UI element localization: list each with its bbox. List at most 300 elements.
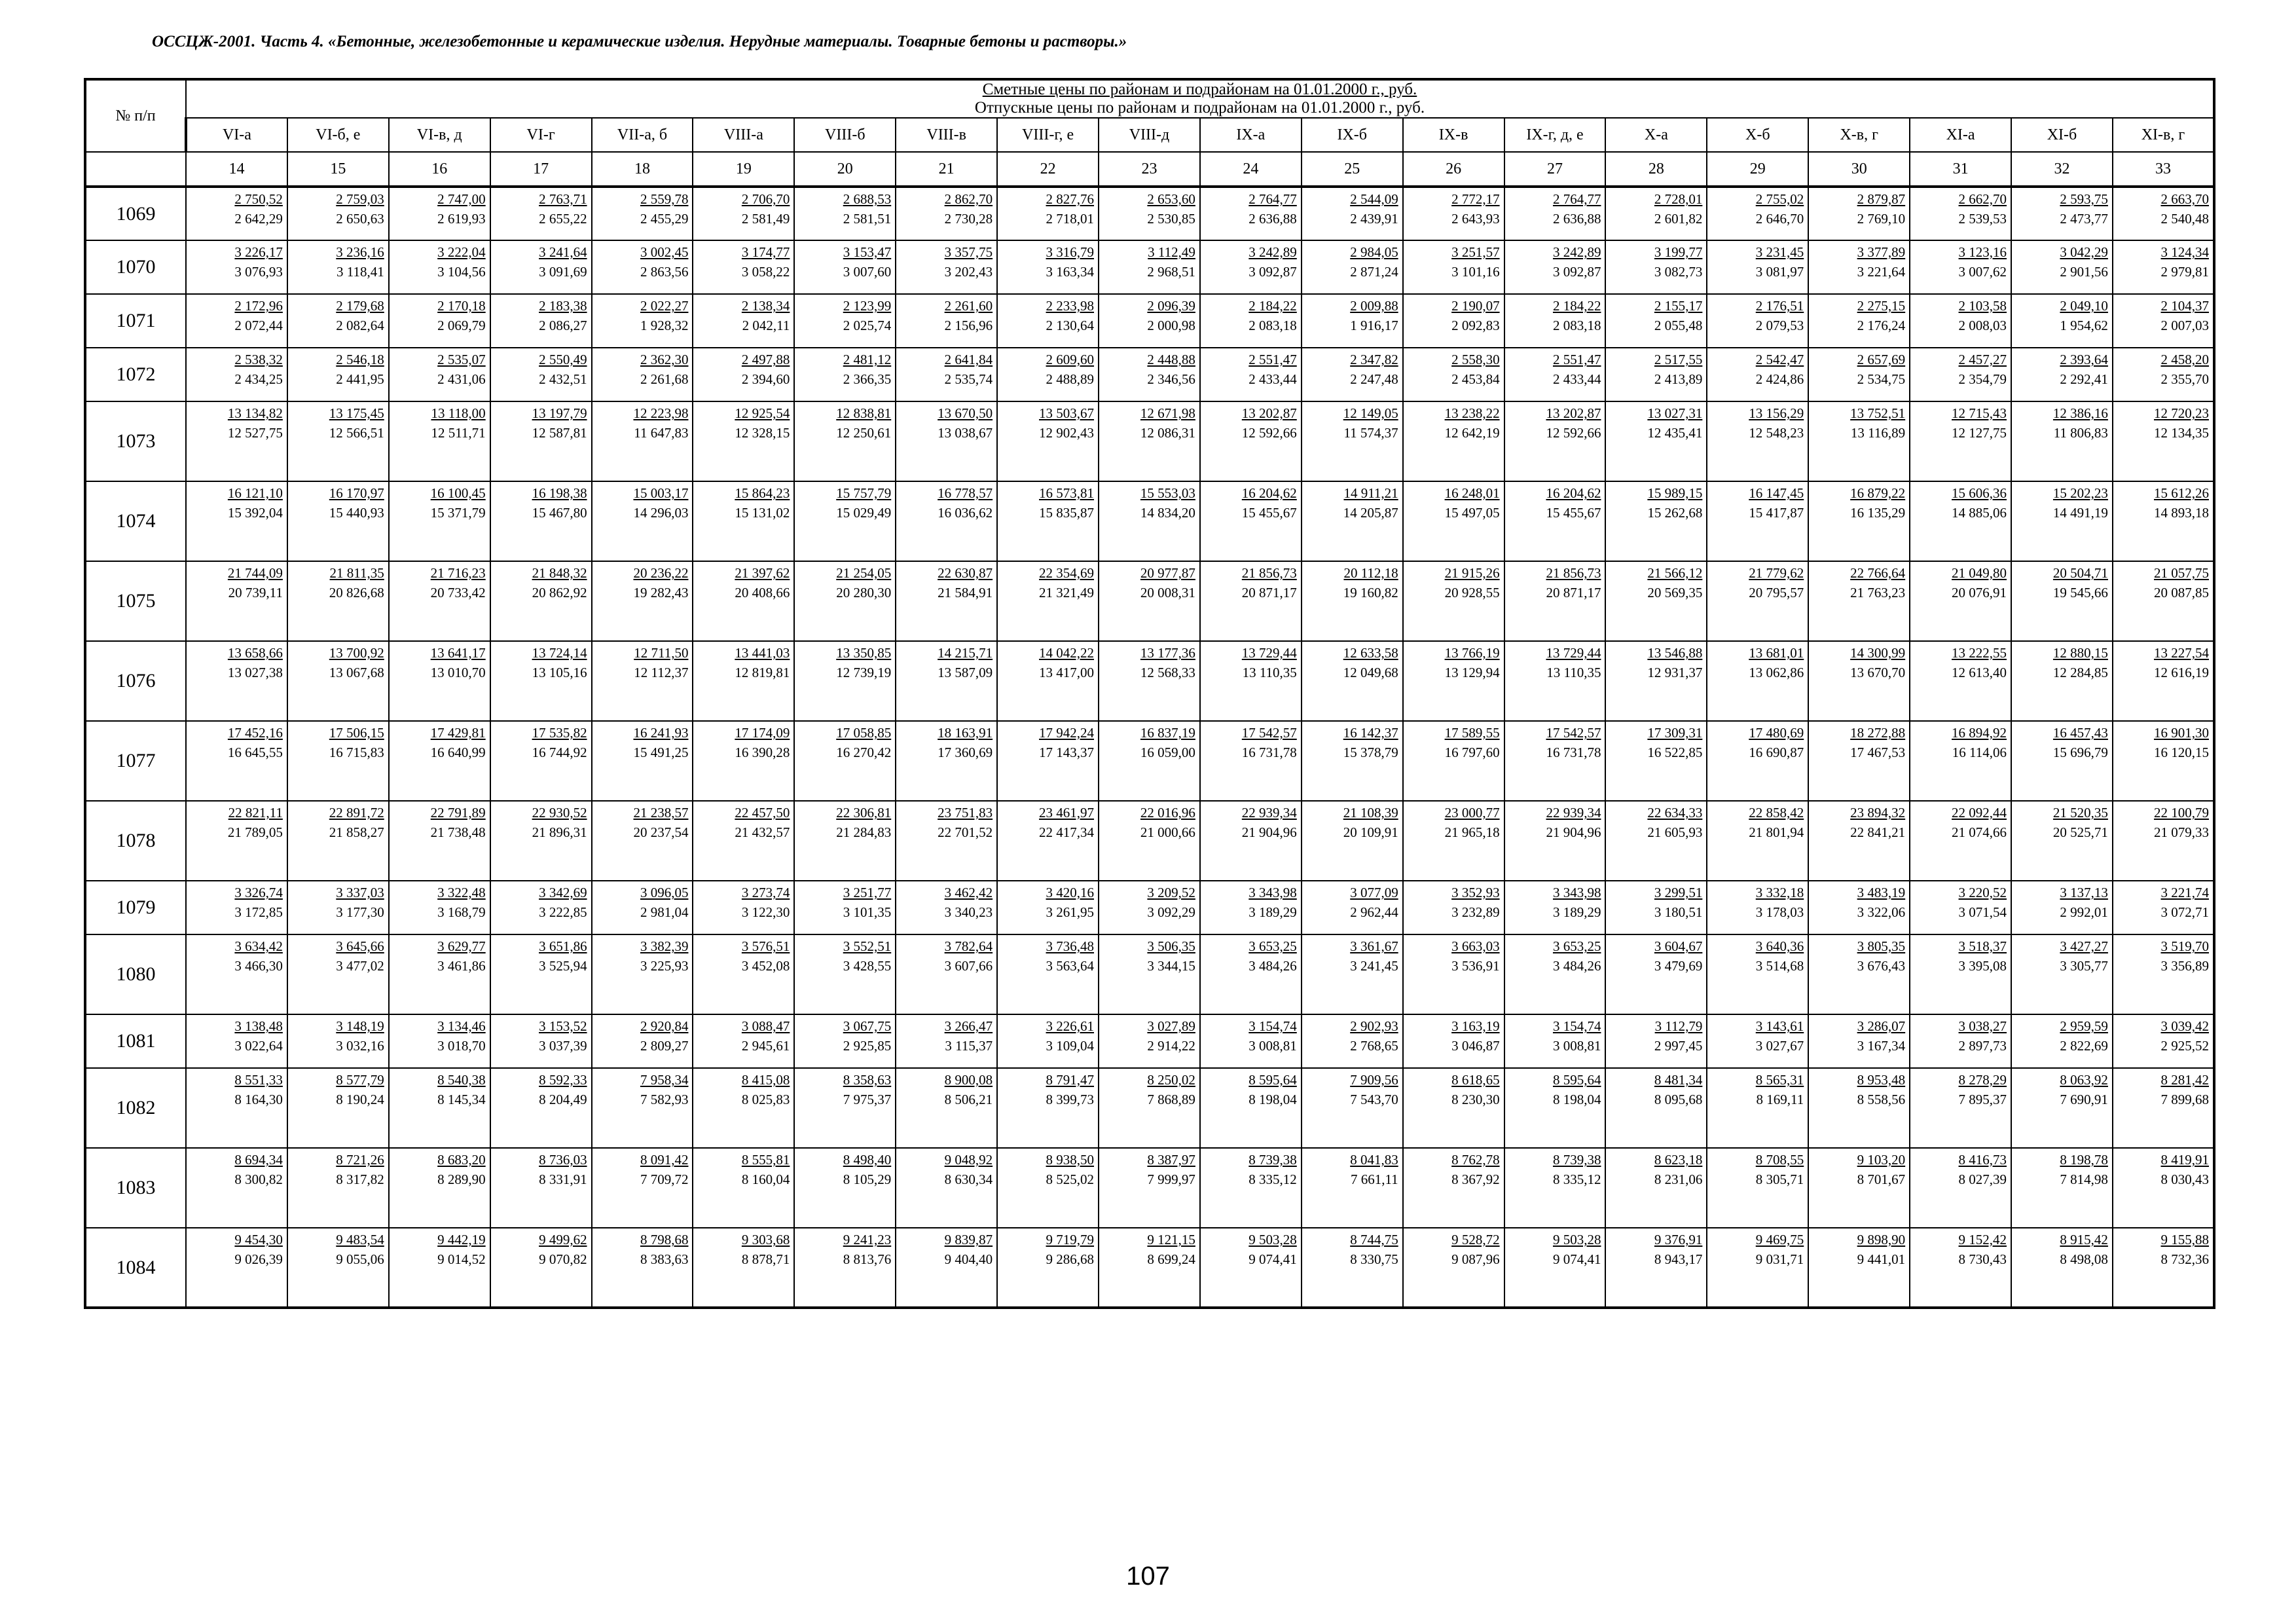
estimate-price: 8 063,92 — [2060, 1072, 2108, 1088]
price-cell — [1910, 240, 2011, 294]
release-price: 2 355,70 — [2160, 371, 2209, 387]
price-cell — [693, 881, 794, 934]
price-cell — [1808, 401, 1910, 481]
estimate-price: 3 154,74 — [1248, 1018, 1297, 1034]
release-price: 2 581,51 — [843, 211, 892, 227]
estimate-price: 9 152,42 — [1958, 1232, 2007, 1247]
estimate-price: 8 387,97 — [1147, 1152, 1195, 1168]
estimate-price: 13 729,44 — [1546, 645, 1601, 661]
release-price: 13 038,67 — [938, 425, 993, 441]
price-cell — [1707, 721, 1808, 801]
price-cell — [1808, 1068, 1910, 1148]
price-cell — [1403, 721, 1504, 801]
price-cell — [1403, 240, 1504, 294]
column-number: 15 — [287, 152, 389, 187]
estimate-price: 2 457,27 — [1958, 352, 2007, 367]
district-header: IX-в — [1403, 118, 1504, 152]
column-number: 28 — [1605, 152, 1707, 187]
row-number: 1077 — [85, 721, 186, 801]
estimate-price: 13 202,87 — [1241, 405, 1297, 421]
price-cell — [1403, 801, 1504, 881]
release-price: 3 225,93 — [640, 958, 689, 974]
price-cell — [592, 187, 693, 240]
price-cell — [997, 240, 1099, 294]
estimate-price: 18 163,91 — [938, 725, 993, 741]
district-header: VI-в, д — [389, 118, 490, 152]
release-price: 15 392,04 — [227, 505, 283, 521]
release-price: 3 091,69 — [539, 264, 587, 280]
estimate-price: 2 902,93 — [1350, 1018, 1398, 1034]
release-price: 2 925,85 — [843, 1038, 892, 1054]
price-cell — [287, 294, 389, 348]
release-price: 8 025,83 — [741, 1092, 790, 1107]
release-price: 2 530,85 — [1147, 211, 1195, 227]
price-cell — [490, 187, 592, 240]
estimate-price: 3 138,48 — [234, 1018, 283, 1034]
release-price: 3 452,08 — [741, 958, 790, 974]
estimate-price: 2 662,70 — [1958, 191, 2007, 207]
row-number: 1079 — [85, 881, 186, 934]
release-price: 7 661,11 — [1350, 1172, 1398, 1187]
release-price: 3 202,43 — [944, 264, 993, 280]
estimate-price: 2 558,30 — [1451, 352, 1500, 367]
release-price: 2 072,44 — [234, 318, 283, 333]
price-cell — [997, 934, 1099, 1014]
release-price: 3 261,95 — [1046, 904, 1095, 920]
price-cell — [896, 1228, 997, 1308]
release-price: 2 247,48 — [1350, 371, 1398, 387]
release-price: 16 690,87 — [1749, 745, 1804, 760]
release-price: 12 819,81 — [735, 665, 790, 680]
price-cell — [794, 1014, 896, 1068]
estimate-price: 9 155,88 — [2160, 1232, 2209, 1247]
estimate-price: 8 577,79 — [336, 1072, 384, 1088]
column-number: 14 — [186, 152, 287, 187]
estimate-price: 23 894,32 — [1850, 805, 1906, 821]
estimate-price: 8 498,40 — [843, 1152, 892, 1168]
release-price: 8 289,90 — [437, 1172, 486, 1187]
release-price: 9 074,41 — [1248, 1251, 1297, 1267]
price-cell — [1910, 401, 2011, 481]
estimate-price: 3 483,19 — [1857, 885, 1906, 900]
estimate-price: 2 747,00 — [437, 191, 486, 207]
release-price: 7 895,37 — [1958, 1092, 2007, 1107]
district-header: XI-б — [2011, 118, 2113, 152]
estimate-price: 2 688,53 — [843, 191, 892, 207]
release-price: 2 431,06 — [437, 371, 486, 387]
estimate-price: 15 989,15 — [1647, 485, 1703, 501]
estimate-price: 8 540,38 — [437, 1072, 486, 1088]
release-price: 8 383,63 — [640, 1251, 689, 1267]
release-price: 21 801,94 — [1749, 824, 1804, 840]
release-price: 20 087,85 — [2153, 585, 2209, 600]
price-cell — [490, 801, 592, 881]
release-price: 16 120,15 — [2153, 745, 2209, 760]
column-number: 17 — [490, 152, 592, 187]
estimate-price: 2 959,59 — [2060, 1018, 2108, 1034]
release-price: 3 072,71 — [2160, 904, 2209, 920]
price-cell — [1504, 561, 1606, 641]
estimate-price: 3 154,74 — [1552, 1018, 1601, 1034]
release-price: 12 086,31 — [1140, 425, 1195, 441]
price-cell — [1302, 240, 1403, 294]
estimate-price: 3 236,16 — [336, 244, 384, 260]
price-cell — [389, 641, 490, 721]
price-cell — [1808, 641, 1910, 721]
release-price: 22 417,34 — [1039, 824, 1095, 840]
release-price: 2 642,29 — [234, 211, 283, 227]
table-title-line2: Отпускные цены по районам и подрайонам на 01.01.2000 г., руб. — [974, 99, 1425, 117]
release-price: 11 647,83 — [634, 425, 689, 441]
release-price: 8 878,71 — [741, 1251, 790, 1267]
column-number: 16 — [389, 152, 490, 187]
estimate-price: 8 683,20 — [437, 1152, 486, 1168]
release-price: 2 366,35 — [843, 371, 892, 387]
release-price: 2 261,68 — [640, 371, 689, 387]
release-price: 8 335,12 — [1552, 1172, 1601, 1187]
district-header-row — [85, 118, 2214, 152]
table-row — [85, 561, 2214, 641]
estimate-price: 3 242,89 — [1552, 244, 1601, 260]
release-price: 15 696,79 — [2052, 745, 2108, 760]
district-header: VIII-в — [896, 118, 997, 152]
release-price: 9 441,01 — [1857, 1251, 1906, 1267]
estimate-price: 12 149,05 — [1343, 405, 1398, 421]
release-price: 2 897,73 — [1958, 1038, 2007, 1054]
estimate-price: 2 706,70 — [741, 191, 790, 207]
estimate-price: 22 930,52 — [532, 805, 587, 821]
estimate-price: 12 925,54 — [735, 405, 790, 421]
estimate-price: 2 481,12 — [843, 352, 892, 367]
release-price: 8 095,68 — [1654, 1092, 1703, 1107]
price-cell — [1099, 1068, 1200, 1148]
row-number: 1082 — [85, 1068, 186, 1148]
release-price: 2 925,52 — [2160, 1038, 2209, 1054]
price-cell — [693, 1148, 794, 1228]
release-price: 13 010,70 — [430, 665, 486, 680]
price-cell — [1504, 348, 1606, 401]
estimate-price: 8 721,26 — [336, 1152, 384, 1168]
release-price: 2 432,51 — [539, 371, 587, 387]
price-cell — [1605, 721, 1707, 801]
district-header: VIII-б — [794, 118, 896, 152]
price-cell — [1504, 641, 1606, 721]
price-cell — [1403, 1228, 1504, 1308]
price-cell — [389, 1014, 490, 1068]
price-cell — [186, 187, 287, 240]
release-price: 8 367,92 — [1451, 1172, 1500, 1187]
table-row — [85, 1148, 2214, 1228]
price-cell — [1605, 881, 1707, 934]
price-cell — [1302, 721, 1403, 801]
estimate-price: 2 155,17 — [1654, 298, 1703, 314]
release-price: 2 997,45 — [1654, 1038, 1703, 1054]
price-cell — [592, 481, 693, 561]
release-price: 21 079,33 — [2153, 824, 2209, 840]
price-cell — [1302, 348, 1403, 401]
release-price: 3 466,30 — [234, 958, 283, 974]
release-price: 2 453,84 — [1451, 371, 1500, 387]
price-cell — [997, 294, 1099, 348]
estimate-price: 8 694,34 — [234, 1152, 283, 1168]
price-cell — [1504, 881, 1606, 934]
price-cell — [1403, 934, 1504, 1014]
price-cell — [1910, 721, 2011, 801]
price-cell — [1099, 294, 1200, 348]
price-cell — [693, 1068, 794, 1148]
release-price: 11 574,37 — [1343, 425, 1398, 441]
release-price: 19 545,66 — [2052, 585, 2108, 600]
release-price: 3 479,69 — [1654, 958, 1703, 974]
table-row — [85, 1068, 2214, 1148]
release-price: 2 086,27 — [539, 318, 587, 333]
estimate-price: 16 170,97 — [329, 485, 384, 501]
estimate-price: 2 233,98 — [1046, 298, 1095, 314]
release-price: 12 642,19 — [1444, 425, 1500, 441]
estimate-price: 13 350,85 — [836, 645, 892, 661]
release-price: 9 070,82 — [539, 1251, 587, 1267]
price-cell — [2113, 561, 2214, 641]
district-header: IX-г, д, е — [1504, 118, 1606, 152]
price-cell — [186, 561, 287, 641]
price-cell — [1099, 1148, 1200, 1228]
price-cell — [2113, 1148, 2214, 1228]
price-cell — [287, 1148, 389, 1228]
estimate-price: 21 744,09 — [227, 565, 283, 581]
price-cell — [592, 1014, 693, 1068]
estimate-price: 8 250,02 — [1147, 1072, 1195, 1088]
release-price: 3 563,64 — [1046, 958, 1095, 974]
price-cell — [1403, 294, 1504, 348]
release-price: 3 018,70 — [437, 1038, 486, 1054]
district-header: VI-б, е — [287, 118, 389, 152]
release-price: 16 059,00 — [1140, 745, 1195, 760]
price-cell — [186, 294, 287, 348]
release-price: 3 607,66 — [944, 958, 993, 974]
release-price: 2 822,69 — [2060, 1038, 2108, 1054]
estimate-price: 22 306,81 — [836, 805, 892, 821]
price-cell — [389, 187, 490, 240]
release-price: 15 131,02 — [735, 505, 790, 521]
row-number: 1076 — [85, 641, 186, 721]
estimate-price: 3 027,89 — [1147, 1018, 1195, 1034]
price-cell — [186, 401, 287, 481]
price-cell — [693, 1228, 794, 1308]
price-cell — [1099, 801, 1200, 881]
release-price: 3 177,30 — [336, 904, 384, 920]
release-price: 8 701,67 — [1857, 1172, 1906, 1187]
release-price: 20 733,42 — [430, 585, 486, 600]
price-cell — [287, 1014, 389, 1068]
price-cell — [1504, 801, 1606, 881]
estimate-price: 2 559,78 — [640, 191, 689, 207]
release-price: 17 360,69 — [938, 745, 993, 760]
release-price: 1 928,32 — [640, 318, 689, 333]
estimate-price: 21 254,05 — [836, 565, 892, 581]
release-price: 2 083,18 — [1248, 318, 1297, 333]
price-cell — [794, 481, 896, 561]
release-price: 11 806,83 — [2053, 425, 2108, 441]
price-cell — [186, 881, 287, 934]
release-price: 2 535,74 — [944, 371, 993, 387]
estimate-price: 3 226,61 — [1046, 1018, 1095, 1034]
price-cell — [2113, 294, 2214, 348]
price-cell — [997, 881, 1099, 934]
release-price: 3 081,97 — [1755, 264, 1804, 280]
estimate-price: 15 606,36 — [1952, 485, 2007, 501]
price-cell — [287, 481, 389, 561]
price-cell — [997, 1068, 1099, 1148]
estimate-price: 2 593,75 — [2060, 191, 2108, 207]
release-price: 21 605,93 — [1647, 824, 1703, 840]
release-price: 20 871,17 — [1546, 585, 1601, 600]
release-price: 15 491,25 — [633, 745, 689, 760]
estimate-price: 13 156,29 — [1749, 405, 1804, 421]
price-cell — [896, 1068, 997, 1148]
release-price: 13 067,68 — [329, 665, 384, 680]
price-cell — [1099, 934, 1200, 1014]
estimate-price: 13 238,22 — [1444, 405, 1500, 421]
price-cell — [997, 1228, 1099, 1308]
price-cell — [1099, 348, 1200, 401]
release-price: 8 813,76 — [843, 1251, 892, 1267]
release-price: 8 231,06 — [1654, 1172, 1703, 1187]
price-cell — [389, 294, 490, 348]
estimate-price: 3 316,79 — [1046, 244, 1095, 260]
estimate-price: 8 739,38 — [1552, 1152, 1601, 1168]
price-cell — [794, 1148, 896, 1228]
estimate-price: 16 198,38 — [532, 485, 587, 501]
estimate-price: 8 481,34 — [1654, 1072, 1703, 1088]
release-price: 2 979,81 — [2160, 264, 2209, 280]
release-price: 7 690,91 — [2060, 1092, 2108, 1107]
estimate-price: 22 821,11 — [228, 805, 283, 821]
price-cell — [186, 481, 287, 561]
price-cell — [2011, 348, 2113, 401]
release-price: 20 569,35 — [1647, 585, 1703, 600]
estimate-price: 13 729,44 — [1241, 645, 1297, 661]
estimate-price: 8 358,63 — [843, 1072, 892, 1088]
release-price: 15 455,67 — [1546, 505, 1601, 521]
estimate-price: 9 528,72 — [1451, 1232, 1500, 1247]
estimate-price: 15 864,23 — [735, 485, 790, 501]
price-cell — [2011, 1068, 2113, 1148]
release-price: 2 539,53 — [1958, 211, 2007, 227]
release-price: 3 178,03 — [1755, 904, 1804, 920]
release-price: 2 441,95 — [336, 371, 384, 387]
price-cell — [1910, 1148, 2011, 1228]
price-cell — [794, 801, 896, 881]
estimate-price: 3 357,75 — [944, 244, 993, 260]
estimate-price: 8 041,83 — [1350, 1152, 1398, 1168]
price-cell — [389, 1068, 490, 1148]
estimate-price: 12 880,15 — [2052, 645, 2108, 661]
price-cell — [1302, 1148, 1403, 1228]
price-cell — [2113, 1228, 2214, 1308]
estimate-price: 13 752,51 — [1850, 405, 1906, 421]
estimate-price: 3 604,67 — [1654, 938, 1703, 954]
estimate-price: 12 715,43 — [1952, 405, 2007, 421]
column-number: 33 — [2113, 152, 2214, 187]
estimate-price: 13 546,88 — [1647, 645, 1703, 661]
estimate-price: 17 429,81 — [430, 725, 486, 741]
price-cell — [2011, 561, 2113, 641]
release-price: 15 497,05 — [1444, 505, 1500, 521]
price-cell — [1707, 801, 1808, 881]
price-cell — [1302, 1228, 1403, 1308]
column-number: 26 — [1403, 152, 1504, 187]
price-cell — [1200, 561, 1302, 641]
release-price: 21 904,96 — [1241, 824, 1297, 840]
estimate-price: 3 231,45 — [1755, 244, 1804, 260]
estimate-price: 12 386,16 — [2052, 405, 2108, 421]
release-price: 2 730,28 — [944, 211, 993, 227]
estimate-price: 17 452,16 — [227, 725, 283, 741]
release-price: 21 789,05 — [227, 824, 283, 840]
price-cell — [794, 1228, 896, 1308]
estimate-price: 12 838,81 — [836, 405, 892, 421]
estimate-price: 21 848,32 — [532, 565, 587, 581]
release-price: 12 931,37 — [1647, 665, 1703, 680]
price-cell — [997, 481, 1099, 561]
estimate-price: 8 416,73 — [1958, 1152, 2007, 1168]
release-price: 2 968,51 — [1147, 264, 1195, 280]
estimate-price: 3 226,17 — [234, 244, 283, 260]
price-cell — [1200, 187, 1302, 240]
estimate-price: 3 174,77 — [741, 244, 790, 260]
estimate-price: 21 108,39 — [1343, 805, 1398, 821]
estimate-price: 2 728,01 — [1654, 191, 1703, 207]
estimate-price: 2 179,68 — [336, 298, 384, 314]
release-price: 8 732,36 — [2160, 1251, 2209, 1267]
price-cell — [1910, 561, 2011, 641]
price-cell — [1504, 1228, 1606, 1308]
estimate-price: 13 503,67 — [1039, 405, 1095, 421]
estimate-price: 3 039,42 — [2160, 1018, 2209, 1034]
release-price: 8 204,49 — [539, 1092, 587, 1107]
estimate-price: 22 354,69 — [1039, 565, 1095, 581]
release-price: 20 525,71 — [2052, 824, 2108, 840]
release-price: 20 739,11 — [228, 585, 283, 600]
release-price: 8 027,39 — [1958, 1172, 2007, 1187]
estimate-price: 8 744,75 — [1350, 1232, 1398, 1247]
price-cell — [186, 240, 287, 294]
price-cell — [896, 881, 997, 934]
estimate-price: 13 118,00 — [431, 405, 486, 421]
release-price: 2 488,89 — [1046, 371, 1095, 387]
release-price: 2 914,22 — [1147, 1038, 1195, 1054]
release-price: 15 371,79 — [430, 505, 486, 521]
release-price: 2 655,22 — [539, 211, 587, 227]
estimate-price: 2 551,47 — [1552, 352, 1601, 367]
price-cell — [1200, 1068, 1302, 1148]
release-price: 3 168,79 — [437, 904, 486, 920]
price-cell — [1605, 934, 1707, 1014]
price-cell — [2011, 934, 2113, 1014]
release-price: 12 112,37 — [634, 665, 689, 680]
estimate-price: 2 448,88 — [1147, 352, 1195, 367]
price-cell — [186, 1228, 287, 1308]
price-cell — [1200, 481, 1302, 561]
release-price: 8 105,29 — [843, 1172, 892, 1187]
price-cell — [592, 348, 693, 401]
release-price: 16 645,55 — [227, 745, 283, 760]
price-cell — [1808, 1014, 1910, 1068]
release-price: 2 992,01 — [2060, 904, 2108, 920]
estimate-price: 8 736,03 — [539, 1152, 587, 1168]
estimate-price: 3 153,47 — [843, 244, 892, 260]
release-price: 8 730,43 — [1958, 1251, 2007, 1267]
